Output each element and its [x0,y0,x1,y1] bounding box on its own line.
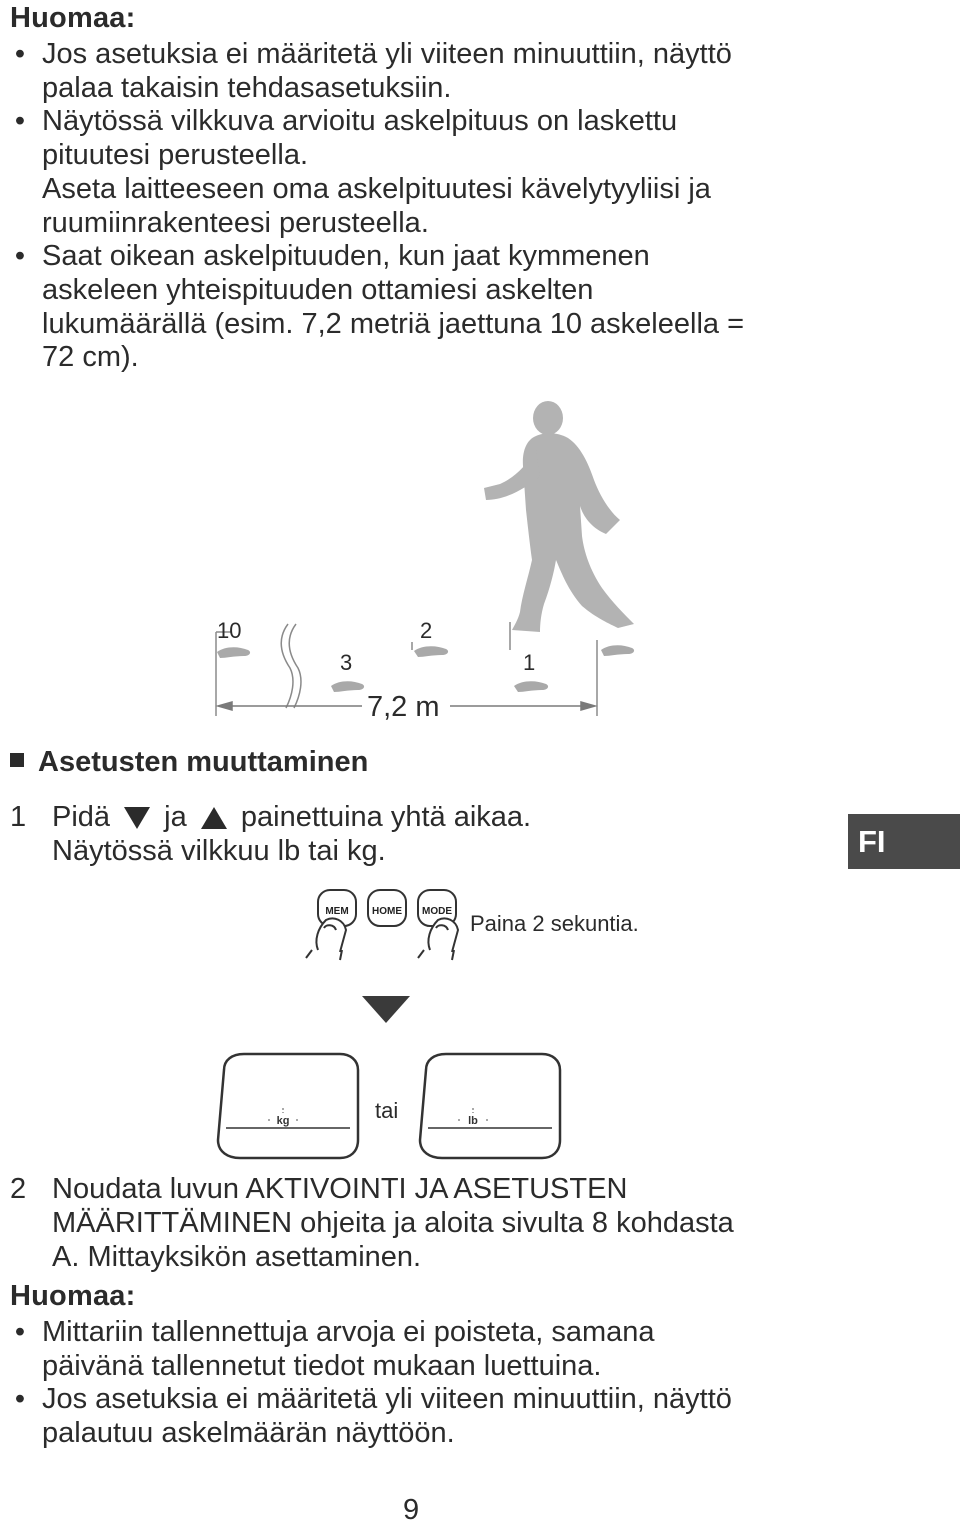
list-item-text: Aseta laitteeseen oma askelpituutesi kävelytyyliisi ja [42,172,711,205]
step-label-1: 1 [523,650,536,675]
footprint-icons [217,645,634,692]
distance-label: 7,2 m [367,691,440,723]
step-2 [10,1172,910,1276]
section-title-text: Asetusten muuttaminen [38,746,369,778]
list-item [10,105,910,240]
list-item-text: 72 cm). [42,341,139,374]
device-buttons-illustration [300,884,480,964]
list-item-text: palaa takaisin tehdasasetuksiin. [42,71,452,104]
step-number: 1 [10,801,27,833]
press-caption: Paina 2 sekuntia. [470,911,639,936]
language-tab: FI [848,814,960,869]
svg-text:MEM: MEM [325,906,349,917]
break-mark-icon [281,624,301,708]
up-arrow-icon [201,807,227,829]
bullet-icon: • [14,1316,26,1348]
bullet-icon: • [14,240,26,273]
step-label-2: 2 [420,618,433,643]
walking-stride-illustration [200,395,660,725]
list-item-text: palautuu askelmäärän näyttöön. [42,1417,455,1450]
list-item [10,1316,910,1383]
lb-unit-label: lb [468,1115,478,1127]
step-label-10: 10 [217,618,242,643]
list-item-text: lukumäärällä (esim. 7,2 metriä jaettuna 10 askeleella = [42,307,745,340]
svg-text:MODE: MODE [422,906,452,917]
bullet-icon: • [14,105,26,138]
list-item-text: Näytössä vilkkuva arvioitu askelpituus on laskettu [42,105,678,138]
list-item [10,1383,910,1450]
square-bullet-icon [10,753,24,767]
list-item-text: ruumiinrakenteesi perusteella. [42,206,429,239]
finger-icon [306,918,346,960]
svg-text:HOME: HOME [372,906,402,917]
list-item-text: pituutesi perusteella. [42,139,308,172]
step-label-3: 3 [340,650,353,675]
list-item [10,240,910,375]
note-heading: Huomaa: [10,2,136,34]
list-item-text: Mittariin tallennettuja arvoja ei poisteta, samana [42,1316,655,1348]
section-title [10,746,368,779]
step-2-text: Noudata luvun AKTIVOINTI JA ASETUSTEN MÄÄRITTÄMINEN ohjeita ja aloita sivulta 8 kohdasta A. Mittayksikön asettaminen. [52,1173,734,1273]
list-item-text: päivänä tallennetut tiedot mukaan luettuina. [42,1349,602,1382]
note-heading: Huomaa: [10,1280,136,1312]
step-number: 2 [10,1173,27,1205]
list-item [10,38,910,105]
note-list [10,38,910,375]
list-item-text: askeleen yhteispituuden ottamiesi askelten [42,273,594,306]
page-number: 9 [403,1494,420,1526]
list-item-text: Saat oikean askelpituuden, kun jaat kymmenen [42,240,650,273]
bullet-icon: • [14,1383,26,1416]
walking-person-icon [484,401,634,632]
note-list [10,1316,910,1451]
bullet-icon: • [14,38,26,70]
down-arrow-icon [124,807,150,829]
list-item-text: Jos asetuksia ei määritetä yli viiteen minuuttiin, näyttö [42,38,732,70]
or-label: tai [375,1098,399,1123]
list-item-text: Jos asetuksia ei määritetä yli viiteen minuuttiin, näyttö [42,1383,732,1416]
step-1 [10,800,630,870]
step-1-text: Pidä ja painettuina yhtä aikaa. Näytössä vilkkuu lb tai kg. [52,801,532,867]
down-arrow-icon [362,996,410,1023]
display-lb-icon [420,1054,560,1158]
kg-unit-label: kg [276,1115,290,1127]
display-kg-icon [218,1054,358,1158]
